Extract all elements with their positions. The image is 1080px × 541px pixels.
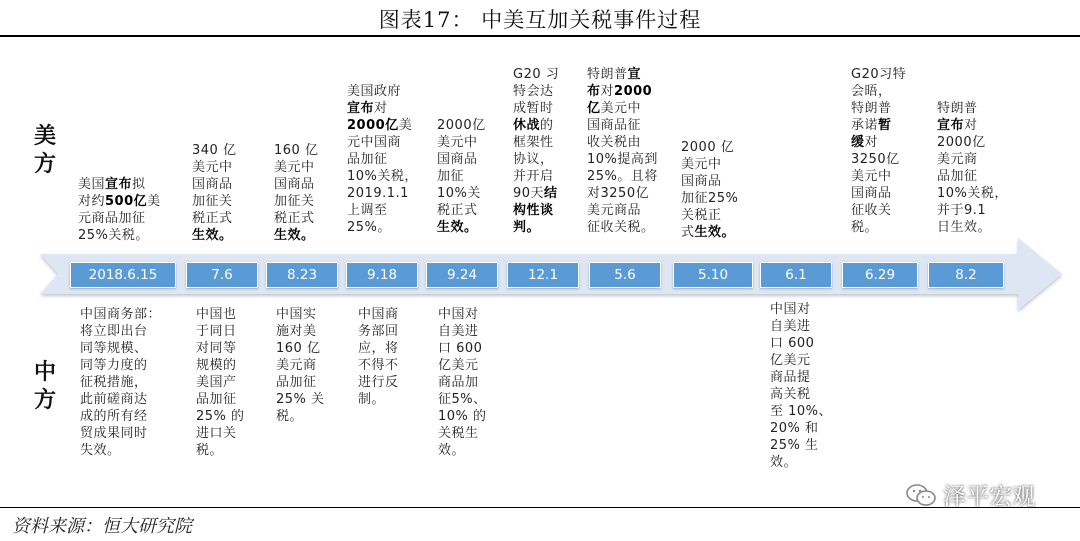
us-event-text: 特朗普 宣布对 2000亿 美元商 品加征 10%关税， 并于9.1 日生效。 (937, 101, 1008, 235)
us-event-text: 340 亿 美元中 国商品 加征关 税正式 生效。 (192, 143, 237, 243)
timeline-date: 8.23 (266, 262, 338, 288)
timeline-date: 12.1 (507, 262, 579, 288)
cn-event-text: 中国实 施对美 160 亿 美元商 品加征 25% 关 税。 (276, 307, 325, 424)
watermark-text: 泽平宏观 (943, 484, 1035, 510)
cn-side-label (30, 358, 60, 414)
cn-event-text: 中国对 自美进 口 600 亿美元 商品提 高关税 至 10%、 20% 和 25% 生 效。 (770, 302, 833, 470)
us-event-text: G20习特 会晤， 特朗普 承诺暂 缓对 3250亿 美元中 国商品 征收关 税。 (851, 67, 907, 235)
cn-event-text: 中国商 务部回 应，将 不得不 进行反 制。 (358, 307, 399, 407)
wechat-icon (905, 483, 937, 507)
cn-event-text: 中国对 自美进 口 600 亿美元 商品加 征5%、 10% 的 关税生 效。 (438, 307, 487, 458)
cn-event-text: 中国也 于同日 对同等 规模的 美国产 品加征 25% 的 进口关 税。 (196, 307, 245, 458)
us-event-text: 2000亿 美元中 国商品 加征 10%关 税正式 生效。 (437, 118, 486, 235)
timeline-date: 6.1 (760, 262, 832, 288)
us-label-char: 美 (33, 123, 56, 149)
timeline-date: 9.18 (346, 262, 418, 288)
timeline-date: 2018.6.15 (70, 262, 176, 288)
timeline-date: 7.6 (186, 262, 258, 288)
us-event-text: 160 亿 美元中 国商品 加征关 税正式 生效。 (274, 143, 319, 243)
cn-event-text: 中国商务部： 将立即出台 同等规模、 同等力度的 征税措施， 此前磋商达 成的所有经 贸成果同时 失效。 (80, 307, 162, 458)
cn-label-char: 方 (33, 387, 56, 413)
chart-title: 图表17： 中美互加关税事件过程 (378, 8, 702, 32)
us-event-text: 美国政府 宣布对 2000亿美 元中国商 品加征 10%关税， 2019.1.1 上调至 25%。 (347, 84, 418, 235)
source-note: 资料来源：恒大研究院 (12, 516, 192, 537)
watermark (905, 478, 1035, 511)
timeline-date: 5.6 (589, 262, 661, 288)
us-event-text: 2000 亿 美元中 国商品 加征25% 关税正 式生效。 (681, 140, 739, 240)
us-event-text: 特朗普宣 布对2000 亿美元中 国商品征 收关税由 10%提高到 25%。且将 对3250亿 美元商品 征收关税。 (587, 67, 658, 235)
us-label-char: 方 (33, 151, 56, 177)
timeline-date: 6.29 (842, 262, 918, 288)
timeline-date: 5.10 (673, 262, 753, 288)
timeline-date: 9.24 (426, 262, 498, 288)
us-event-text: 美国宣布拟 对约500亿美 元商品加征 25%关税。 (78, 177, 161, 243)
timeline-date: 8.2 (928, 262, 1004, 288)
us-event-text: G20 习 特会达 成暂时 休战的 框架性 协议， 并开启 90天结 构性谈 判。 (513, 67, 560, 235)
cn-label-char: 中 (33, 359, 56, 385)
